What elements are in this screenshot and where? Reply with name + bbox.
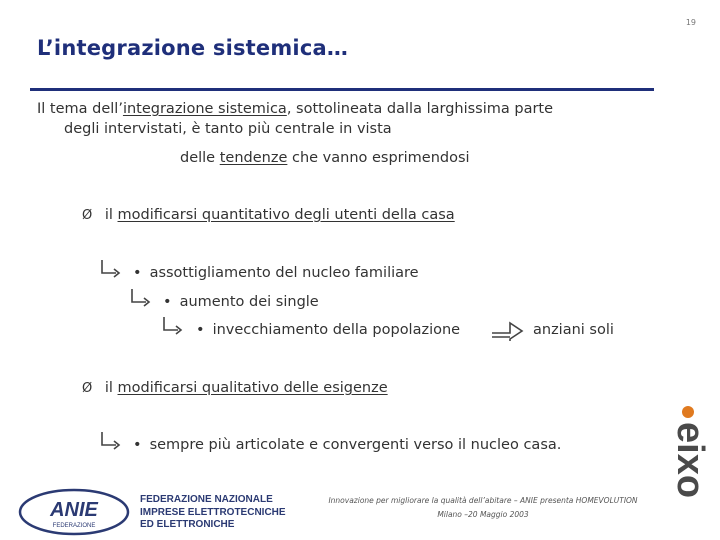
bullet-dot: • (133, 265, 142, 281)
title-underline-rule (30, 88, 654, 91)
footer-line-1: Innovazione per migliorare la qualità dell’abitare – ANIE presenta HOMEVOLUTION (328, 496, 638, 505)
marker-arrow-icon: Ø (82, 381, 93, 396)
intro-pre: Il tema dell’ (37, 101, 123, 117)
footer-line-2: Milano –20 Maggio 2003 (437, 510, 529, 519)
anie-federation-name (140, 494, 286, 532)
section1-item-2 (163, 294, 319, 310)
section1-item-3-text: invecchiamento della popolazione (212, 322, 461, 338)
footer-note (313, 494, 653, 522)
intro-line3-pre: delle (180, 150, 220, 166)
curved-arrow-icon (98, 258, 122, 282)
intro-underlined: integrazione sistemica (122, 101, 287, 117)
section2-underlined: modificarsi qualitativo delle esigenze (117, 380, 388, 396)
bullet-dot: • (196, 322, 205, 338)
section2-heading (82, 380, 388, 396)
anie-logo-sub: FEDERAZIONE (52, 523, 96, 529)
page-number: 19 (685, 18, 696, 27)
eixo-brand-text: eixo (669, 422, 711, 499)
bullet-dot: • (163, 294, 172, 310)
section1-pre: il (104, 207, 118, 223)
section1-result: anziani soli (533, 322, 614, 338)
curved-arrow-icon (98, 430, 122, 454)
marker-arrow-icon: Ø (82, 208, 93, 223)
intro-line-3 (180, 150, 470, 166)
anie-logo (18, 488, 130, 536)
intro-line-1 (37, 101, 553, 117)
anie-line-2: IMPRESE ELETTROTECNICHE (140, 506, 286, 518)
curved-arrow-icon (160, 315, 184, 339)
anie-line-1: FEDERAZIONE NAZIONALE (140, 494, 273, 505)
slide-title: L’integrazione sistemica… (37, 36, 349, 60)
section1-item-2-text: aumento dei single (179, 294, 319, 310)
section1-item-3 (196, 322, 460, 338)
section1-item-1 (133, 265, 419, 281)
intro-line3-underlined: tendenze (219, 150, 288, 166)
section2-item-1-text: sempre più articolate e convergenti verso il nucleo casa. (149, 437, 562, 453)
intro-post: , sottolineata dalla larghissima parte (286, 101, 554, 117)
eixo-brand-logo (664, 404, 712, 540)
section1-heading (82, 207, 455, 223)
bullet-dot: • (133, 437, 142, 453)
intro-line3-post: che vanno esprimendosi (287, 150, 470, 166)
section1-item-1-text: assottigliamento del nucleo familiare (149, 265, 419, 281)
intro-line-2: degli intervistati, è tanto più centrale in vista (64, 121, 392, 137)
section2-pre: il (104, 380, 118, 396)
section2-item-1 (133, 437, 561, 453)
step-arrow-icon (490, 317, 526, 345)
section1-underlined: modificarsi quantitativo degli utenti della casa (117, 207, 455, 223)
anie-line-3: ED ELETTRONICHE (140, 519, 235, 530)
anie-logo-text: ANIE (50, 499, 98, 521)
curved-arrow-icon (128, 287, 152, 311)
